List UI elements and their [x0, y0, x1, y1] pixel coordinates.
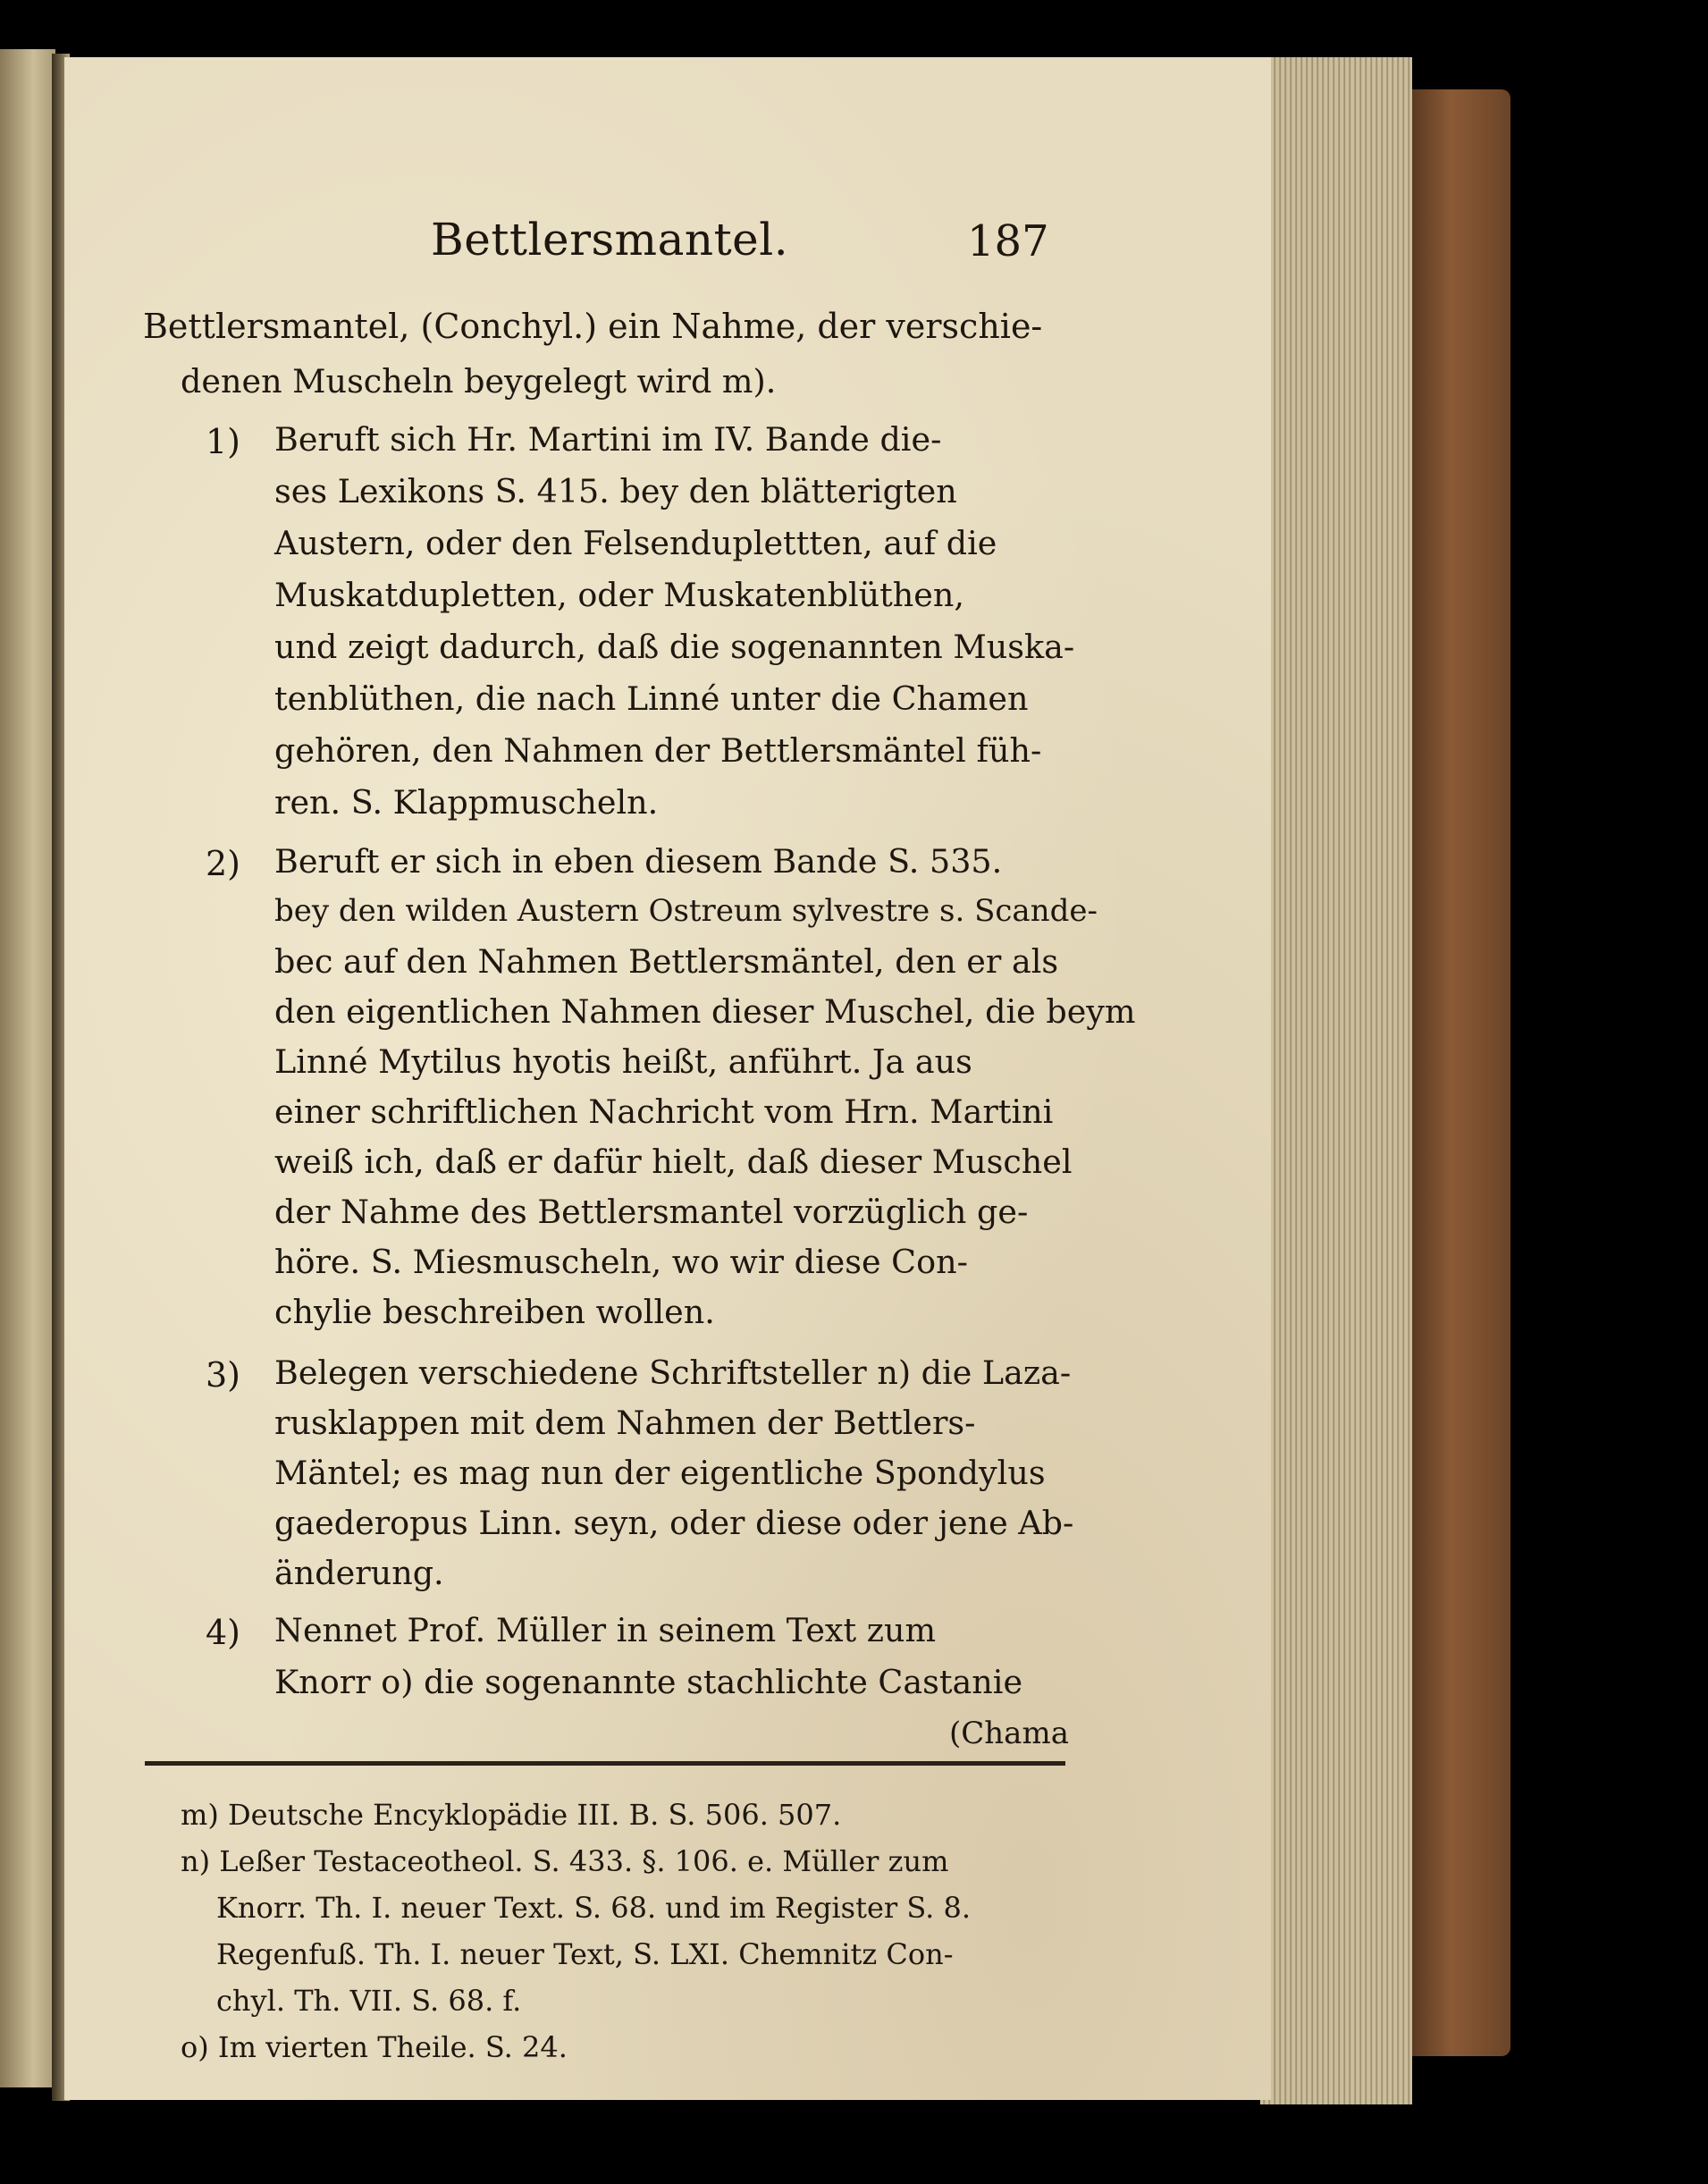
item-line: änderung.	[274, 1554, 444, 1592]
footnote-line: Knorr. Th. I. neuer Text. S. 68. und im Register S. 8.	[216, 1891, 971, 1925]
footnote-line: Regenfuß. Th. I. neuer Text, S. LXI. Chemnitz Con-	[216, 1937, 954, 1971]
footnote-line: m) Deutsche Encyklopädie III. B. S. 506. 507.	[181, 1798, 842, 1832]
item-line: bec auf den Nahmen Bettlersmäntel, den er als	[274, 942, 1059, 981]
item-line: Knorr o) die sogenannte stachlichte Castanie	[274, 1663, 1023, 1701]
footnote-line: n) Leßer Testaceotheol. S. 433. §. 106. e. Müller zum	[181, 1844, 949, 1878]
item-line: gehören, den Nahmen der Bettlersmäntel füh-	[274, 731, 1042, 770]
item-line: und zeigt dadurch, daß die sogenannten Muska-	[274, 628, 1075, 666]
running-head: Bettlersmantel.	[431, 214, 789, 266]
item-line: einer schriftlichen Nachricht vom Hrn. Martini	[274, 1092, 1054, 1131]
footnote-line: o) Im vierten Theile. S. 24.	[181, 2030, 568, 2064]
item-line: tenblüthen, die nach Linné unter die Chamen	[274, 679, 1029, 718]
item-line: chylie beschreiben wollen.	[274, 1293, 715, 1331]
item-line: höre. S. Miesmuscheln, wo wir diese Con-	[274, 1243, 968, 1281]
right-page	[64, 57, 1271, 2100]
item-line: gaederopus Linn. seyn, oder diese oder jene Ab-	[274, 1504, 1074, 1542]
item-line: weiß ich, daß er dafür hielt, daß dieser Muschel	[274, 1143, 1073, 1181]
item-line: Nennet Prof. Müller in seinem Text zum	[274, 1611, 937, 1649]
item-line: rusklappen mit dem Nahmen der Bettlers-	[274, 1404, 976, 1442]
item-number: 4)	[206, 1613, 241, 1652]
item-line: der Nahme des Bettlersmantel vorzüglich ge-	[274, 1193, 1029, 1231]
item-line: Beruft sich Hr. Martini im IV. Bande die-	[274, 420, 942, 459]
item-line: Belegen verschiedene Schriftsteller n) die Laza-	[274, 1353, 1072, 1392]
page-content	[64, 57, 1271, 2100]
item-number: 1)	[206, 422, 241, 461]
footnote-line: chyl. Th. VII. S. 68. f.	[216, 1984, 522, 2018]
item-line: den eigentlichen Nahmen dieser Muschel, die beym	[274, 992, 1136, 1031]
entry-line: Bettlersmantel, (Conchyl.) ein Nahme, der verschie-	[143, 307, 1043, 346]
item-line: ses Lexikons S. 415. bey den blätterigten	[274, 472, 957, 510]
item-number: 2)	[206, 844, 241, 883]
item-number: 3)	[206, 1355, 241, 1395]
footnote-rule	[145, 1761, 1065, 1766]
page-block-edge	[1260, 57, 1412, 2104]
item-line: bey den wilden Austern Ostreum sylvestre s. Scande-	[274, 893, 1098, 929]
catchword: (Chama	[949, 1716, 1069, 1751]
left-page-edge	[0, 49, 55, 2087]
item-line: ren. S. Klappmuscheln.	[274, 783, 659, 822]
page-number: 187	[967, 216, 1049, 266]
item-line: Austern, oder den Felsenduplettten, auf die	[274, 524, 997, 562]
item-line: Muskatdupletten, oder Muskatenblüthen,	[274, 576, 965, 614]
item-line: Mäntel; es mag nun der eigentliche Spondylus	[274, 1454, 1046, 1492]
book-cover	[1412, 89, 1510, 2056]
entry-line: denen Muscheln beygelegt wird m).	[181, 362, 777, 401]
item-line: Beruft er sich in eben diesem Bande S. 535.	[274, 842, 1003, 881]
item-line: Linné Mytilus hyotis heißt, anführt. Ja aus	[274, 1042, 972, 1081]
